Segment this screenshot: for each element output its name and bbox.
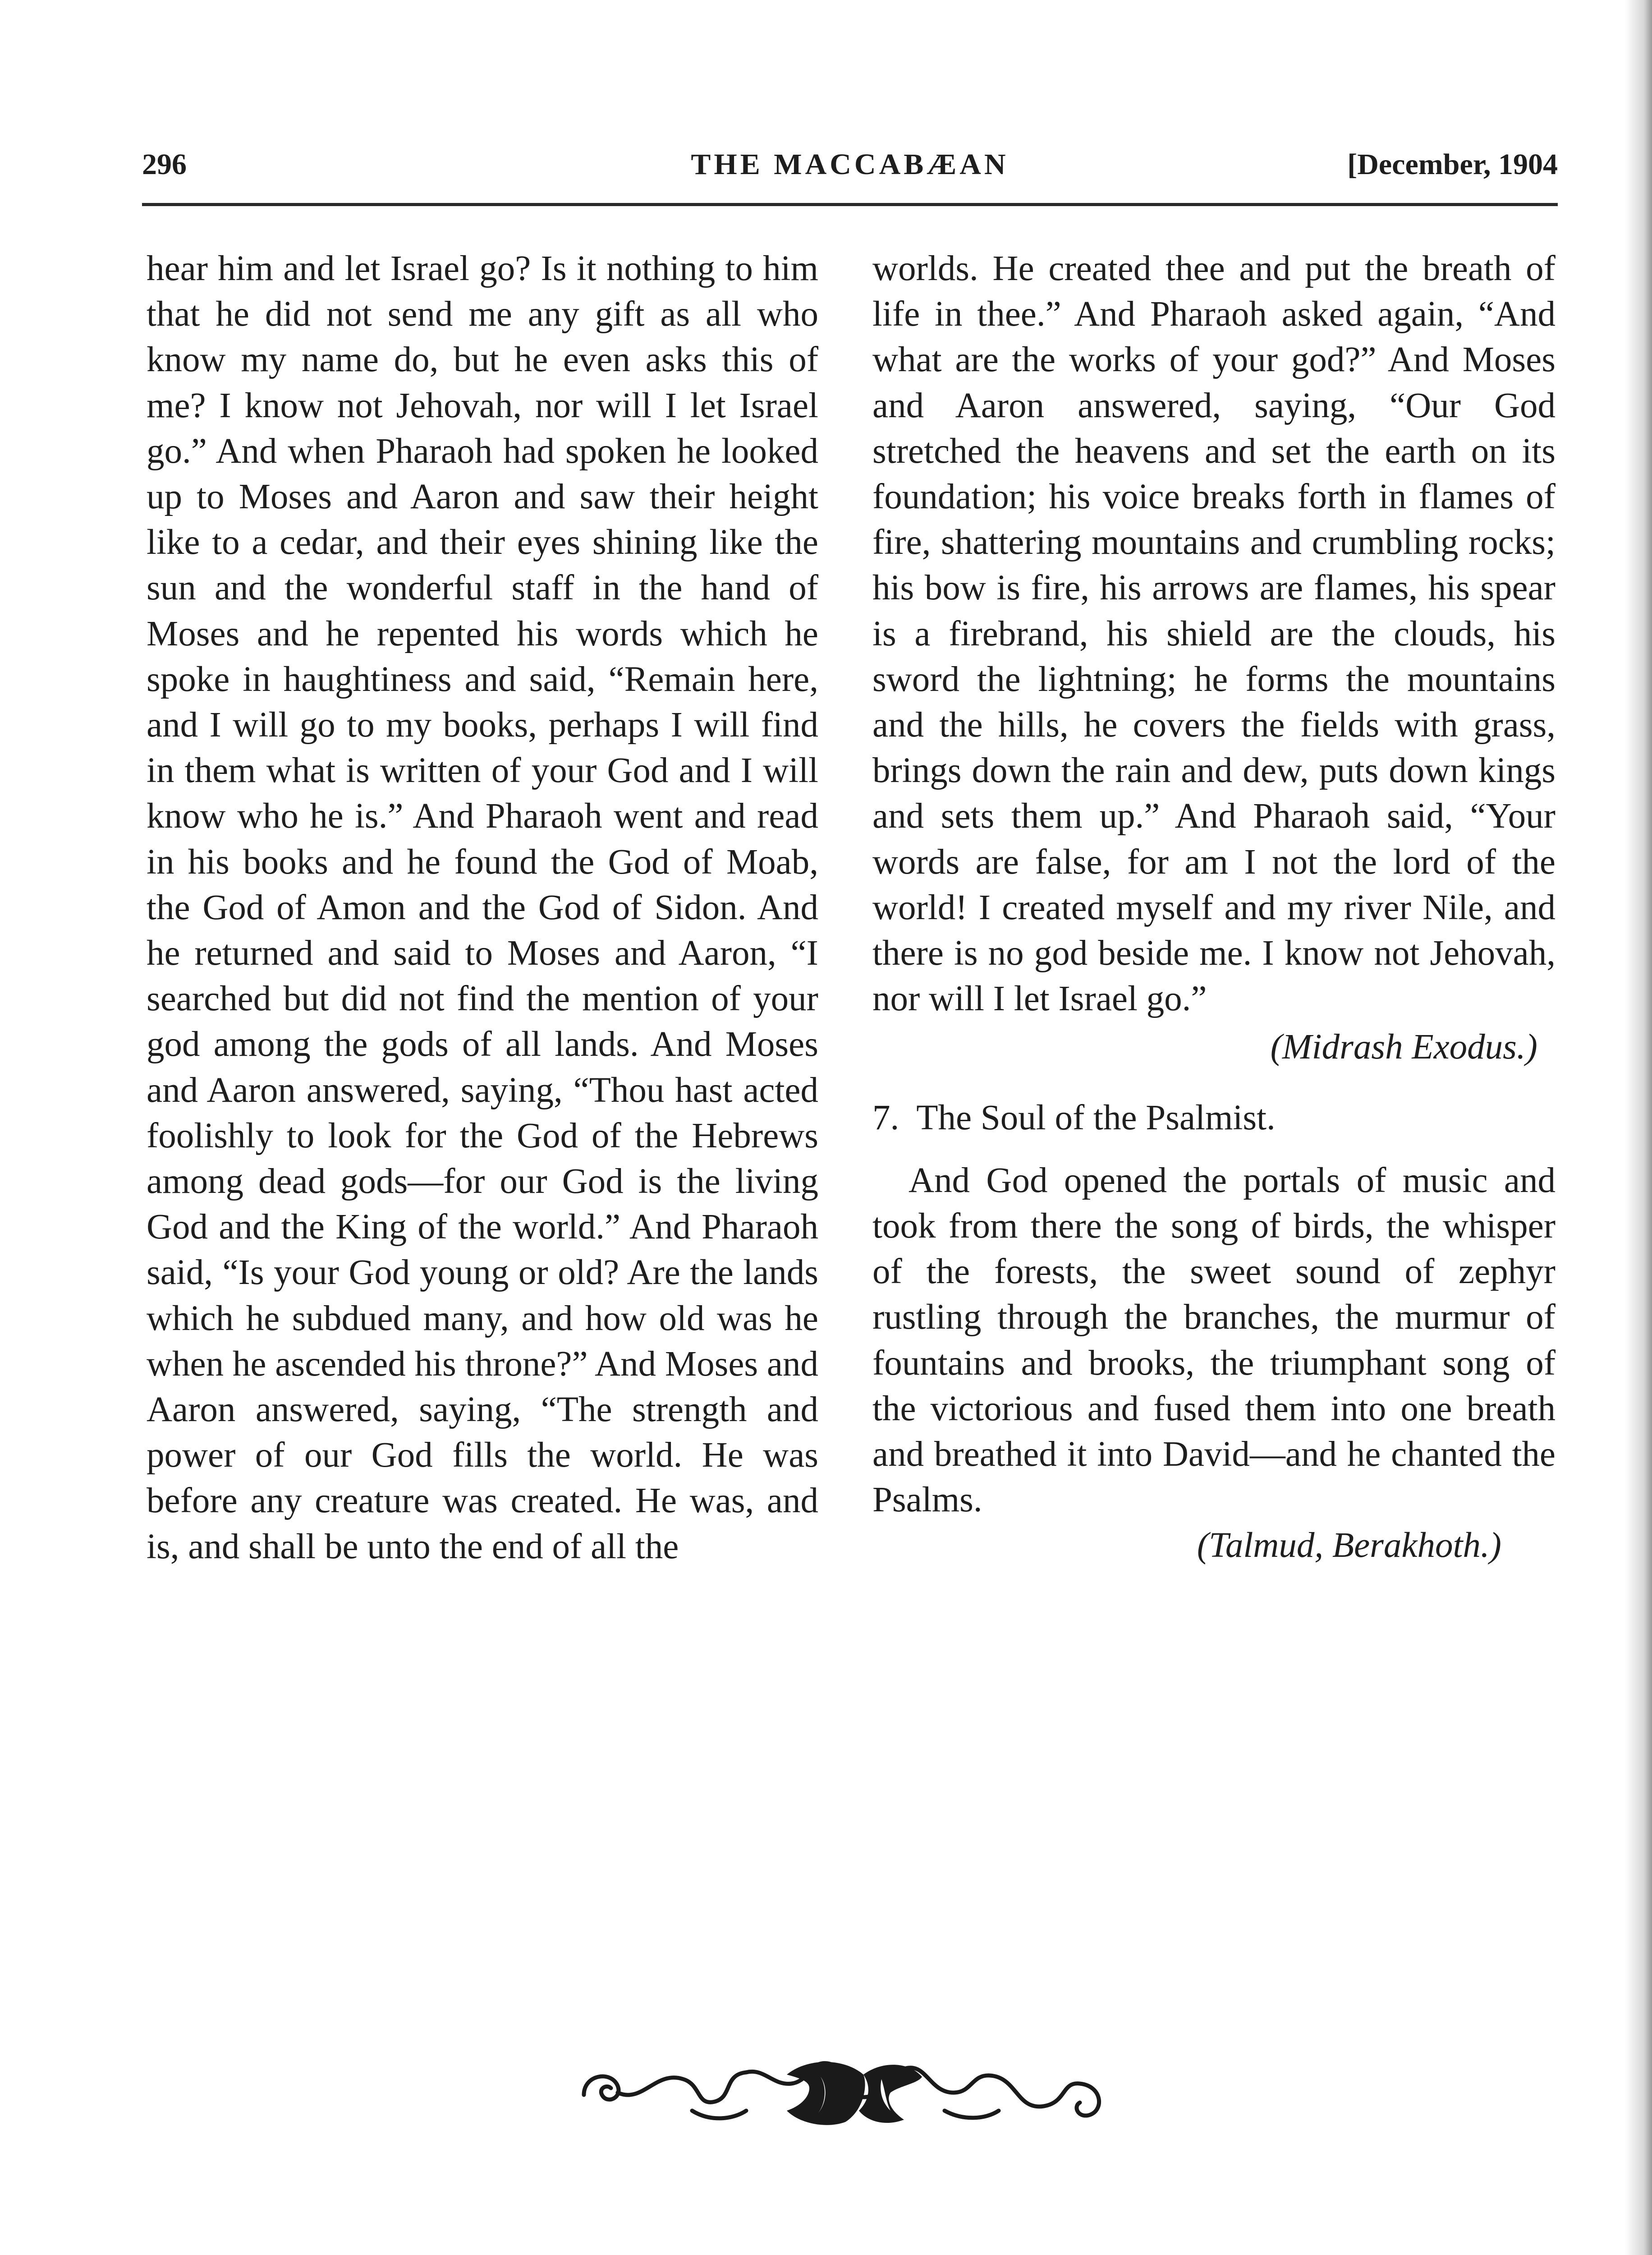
page-header	[142, 144, 1558, 194]
left-column-text: hear him and let Israel go? Is it nothing to him that he did not send me any gift as all who know my name do, but he even asks this of me? I know not Jehovah, nor will I let Israel go.” And when Pharaoh had spoken he looked up to Moses and Aaron and saw their height like to a cedar, and their eyes shining like the sun and the wonderful staff in the hand of Moses and he repented his words which he spoke in haughtiness and said, “Remain here, and I will go to my books, perhaps I will find in them what is written of your God and I will know who he is.” And Pharaoh went and read in his books and he found the God of Moab, the God of Amon and the God of Sidon. And he returned and said to Moses and Aaron, “I searched but did not find the mention of your god among the gods of all lands. And Moses and Aaron answered, saying, “Thou hast acted foolishly to look for the God of the Hebrews among dead gods—for our God is the living God and the King of the world.” And Pharaoh said, “Is your God young or old? Are the lands which he subdued many, and how old was he when he ascended his throne?” And Moses and Aaron answered, saying, “The strength and power of our God fills the world. He was before any creature was created. He was, and is, and shall be unto the end of all the	[147, 249, 818, 1566]
right-column-text: worlds. He created thee and put the breath of life in thee.” And Pharaoh asked again, “And what are the works of your god?” And Moses and Aaron answered, saying, “Our God stretched the heavens and set the earth on its foundation; his voice breaks forth in flames of fire, shattering mountains and crumbling rocks; his bow is fire, his arrows are flames, his spear is a firebrand, his shield are the clouds, his sword the lightning; he forms the mountains and the hills, he covers the fields with grass, brings down the rain and dew, puts down kings and sets them up.” And Pharaoh said, “Your words are false, for am I not the lord of the world! I created myself and my river Nile, and there is no god beside me. I know not Jehovah, nor will I let Israel go.”	[872, 249, 1556, 1019]
section-title: The Soul of the Psalmist.	[916, 1098, 1276, 1137]
left-column	[147, 246, 818, 1569]
page-number: 296	[142, 148, 187, 181]
issue-date: [December, 1904	[1347, 148, 1558, 181]
psalmist-paragraph: And God opened the portals of music and took from there the song of birds, the whisper of the forests, the sweet sound of zephyr rustling through the branches, the murmur of fountains and brooks, the triumphant song of the victorious and fused them into one breath and breathed it into David—and he chanted the Psalms.	[872, 1160, 1556, 1520]
citation-midrash: (Midrash Exodus.)	[1270, 1027, 1537, 1067]
section-heading	[872, 1095, 1556, 1141]
decorative-ornament	[575, 2043, 1116, 2147]
running-title: THE MACCABÆAN	[691, 148, 1009, 181]
header-rule	[142, 203, 1558, 206]
section-number: 7.	[872, 1098, 899, 1137]
right-column	[872, 246, 1556, 1569]
page-edge-shadow	[1625, 0, 1652, 2255]
citation-talmud: (Talmud, Berakhoth.)	[1197, 1526, 1501, 1565]
